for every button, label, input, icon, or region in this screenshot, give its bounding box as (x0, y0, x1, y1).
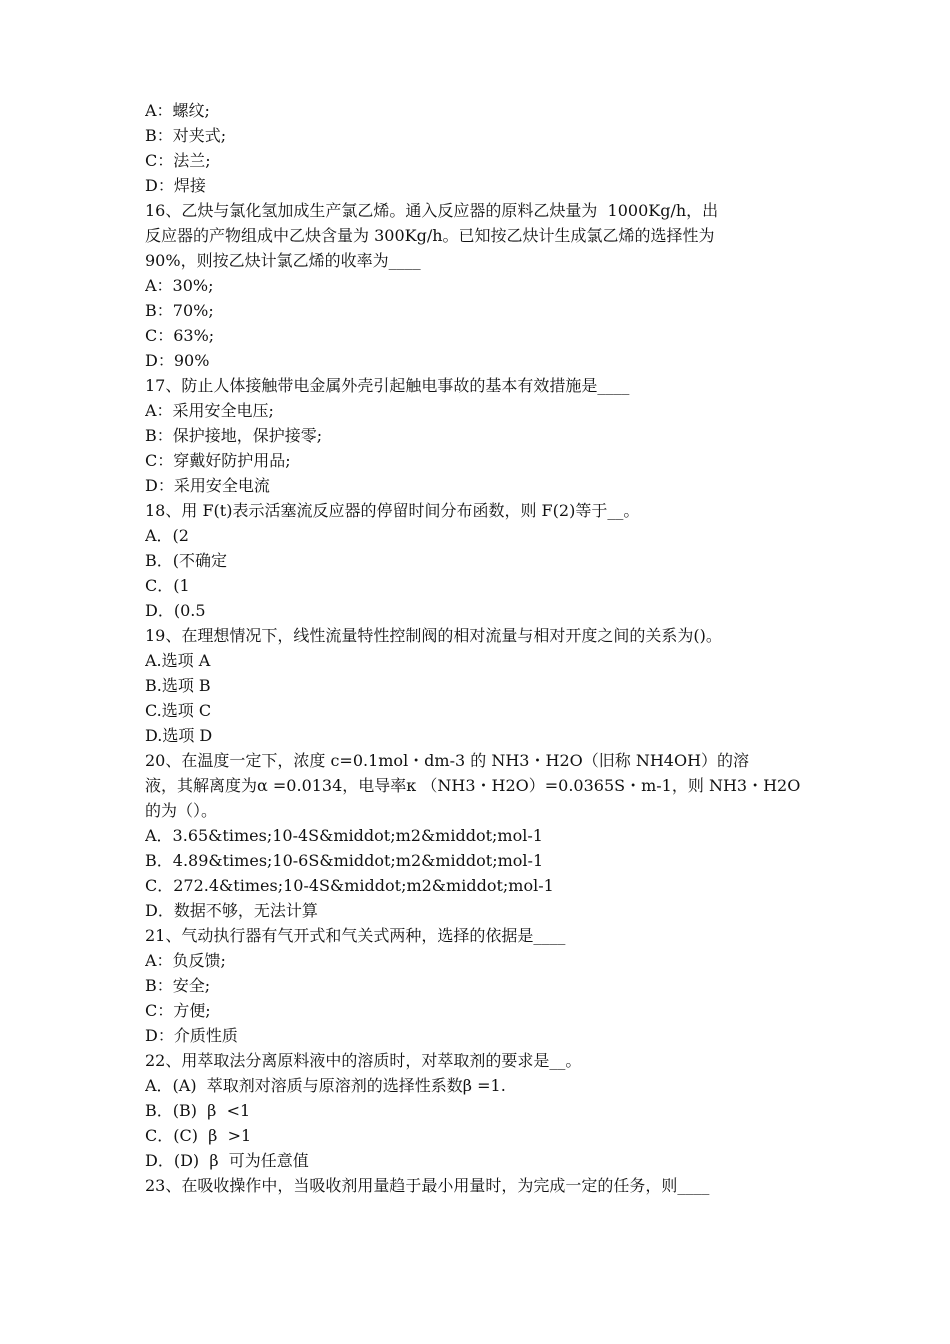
question-line: 反应器的产物组成中乙炔含量为 300Kg/h。已知按乙炔计生成氯乙烯的选择性为 (145, 226, 715, 245)
question-line: 22、用萃取法分离原料液中的溶质时，对萃取剂的要求是__。 (145, 1051, 582, 1070)
text-line: A．(2 (145, 526, 189, 545)
text-line: D．(D) β 可为任意值 (145, 1151, 309, 1170)
text-line: A．(A) 萃取剂对溶质与原溶剂的选择性系数β =1. (145, 1076, 506, 1095)
text-line: B．(B) β <1 (145, 1101, 251, 1120)
question-line: 90%，则按乙炔计氯乙烯的收率为____ (145, 251, 421, 270)
question-line: 23、在吸收操作中，当吸收剂用量趋于最小用量时，为完成一定的任务，则____ (145, 1176, 710, 1195)
text-line: A.选项 A (145, 651, 211, 670)
text-line: A：负反馈; (145, 951, 226, 970)
text-line: B．4.89&times;10-6S&middot;m2&middot;mol-1 (145, 851, 544, 870)
question-line: 21、气动执行器有气开式和气关式两种，选择的依据是____ (145, 926, 566, 945)
text-line: D：采用安全电流 (145, 476, 270, 495)
text-line: B.选项 B (145, 676, 211, 695)
text-line: B：安全; (145, 976, 211, 995)
question-line: 17、防止人体接触带电金属外壳引起触电事故的基本有效措施是____ (145, 376, 630, 395)
text-line: A：30%; (145, 276, 214, 295)
text-line: C：方便; (145, 1001, 211, 1020)
text-line: A：螺纹; (145, 101, 210, 120)
text-line: C：穿戴好防护用品; (145, 451, 291, 470)
text-line: C.选项 C (145, 701, 212, 720)
question-line: 18、用 F(t)表示活塞流反应器的停留时间分布函数，则 F(2)等于__。 (145, 501, 640, 520)
document-page (145, 98, 810, 1198)
question-line: 的为（）。 (145, 801, 218, 820)
text-line: C．272.4&times;10-4S&middot;m2&middot;mol-1 (145, 876, 554, 895)
text-line: B：70%; (145, 301, 214, 320)
text-line: D．数据不够，无法计算 (145, 901, 318, 920)
text-line: A．3.65&times;10-4S&middot;m2&middot;mol-1 (145, 826, 543, 845)
question-line: 19、在理想情况下，线性流量特性控制阀的相对流量与相对开度之间的关系为()。 (145, 626, 722, 645)
text-line: D.选项 D (145, 726, 213, 745)
text-line: B：对夹式; (145, 126, 227, 145)
question-line: 20、在温度一定下，浓度 c=0.1mol・dm-3 的 NH3・H2O（旧称 NH4OH）的溶 (145, 751, 750, 770)
text-line: D：介质性质 (145, 1026, 238, 1045)
text-line: C：法兰; (145, 151, 211, 170)
text-line: C：63%; (145, 326, 215, 345)
question-line: 液，其解离度为α =0.0134，电导率κ （NH3・H2O）=0.0365S・m-1，则 NH3・H2O (145, 776, 801, 795)
text-line: D：焊接 (145, 176, 206, 195)
text-line: C．(C) β >1 (145, 1126, 252, 1145)
text-line: D：90% (145, 351, 210, 370)
question-line: 16、乙炔与氯化氢加成生产氯乙烯。通入反应器的原料乙炔量为 1000Kg/h，出 (145, 201, 719, 220)
text-line: B．(不确定 (145, 551, 228, 570)
text-line: B：保护接地，保护接零; (145, 426, 323, 445)
text-line: C．(1 (145, 576, 190, 595)
text-line: D．(0.5 (145, 601, 206, 620)
text-line: A：采用安全电压; (145, 401, 274, 420)
